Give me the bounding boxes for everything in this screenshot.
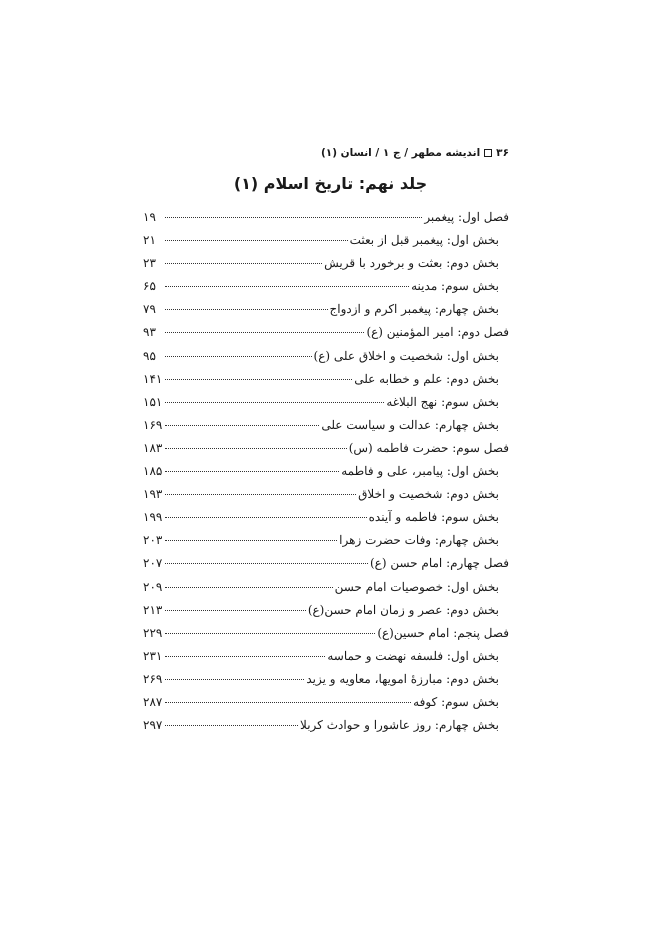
- header-running-title: اندیشه مطهر / ج ۱ / انسان (۱): [320, 147, 481, 159]
- toc-page-number: ۲۸۷: [143, 694, 163, 709]
- toc-section-row: [143, 391, 509, 414]
- toc-entry-title: بخش اول: خصوصیات امام حسن: [334, 579, 499, 594]
- toc-section-row: [143, 599, 509, 622]
- toc-entry-title: بخش سوم: کوفه: [413, 694, 499, 709]
- toc-entry-title: بخش چهارم: وفات حضرت زهرا: [339, 533, 499, 548]
- dot-leader: [165, 633, 375, 634]
- toc-page-number: ۲۶۹: [143, 671, 163, 686]
- toc-section-row: [143, 252, 509, 275]
- toc-section-row: [143, 275, 509, 298]
- header-page-number: ۳۶: [496, 147, 509, 159]
- dot-leader: [165, 679, 304, 680]
- toc-page-number: ۱۵۱: [143, 394, 163, 409]
- toc-section-row: [143, 345, 509, 368]
- toc-section-row: [143, 714, 509, 737]
- toc-page-number: ۲۲۹: [143, 625, 163, 640]
- toc-page-number: ۹۳: [143, 325, 156, 340]
- toc-chapter-row: [143, 437, 509, 460]
- dot-leader: [165, 563, 368, 564]
- dot-leader: [165, 610, 306, 611]
- dot-leader: [165, 356, 312, 357]
- toc-page-number: ۲۱۳: [143, 602, 163, 617]
- running-header: [321, 147, 509, 159]
- toc-entry-title: بخش سوم: فاطمه و آینده: [368, 510, 499, 525]
- toc-page-number: ۲۰۹: [143, 579, 163, 594]
- toc-section-row: [143, 414, 509, 437]
- toc-page-number: ۱۹: [143, 210, 156, 224]
- dot-leader: [165, 379, 352, 380]
- dot-leader: [165, 309, 328, 310]
- toc-chapter-row: [143, 552, 509, 575]
- dot-leader: [165, 263, 322, 264]
- volume-title: جلد نهم: تاریخ اسلام (۱): [233, 174, 428, 193]
- toc-entry-title: بخش چهارم: روز عاشورا و حوادث کربلا: [300, 718, 499, 733]
- toc-entry-title: بخش چهارم: عدالت و سیاست علی: [321, 417, 499, 432]
- toc-chapter-row: [143, 321, 509, 344]
- dot-leader: [165, 240, 348, 241]
- toc-page-number: ۶۵: [143, 279, 156, 294]
- toc-entry-title: بخش اول: پیغمبر قبل از بعثت: [349, 233, 499, 248]
- toc-section-row: [143, 668, 509, 691]
- toc-page-number: ۱۸۵: [143, 464, 163, 479]
- toc-section-row: [143, 529, 509, 552]
- toc-chapter-row: [143, 206, 509, 229]
- toc-page-number: ۲۹۷: [143, 718, 163, 733]
- toc-section-row: [143, 506, 509, 529]
- toc-entry-title: فصل اول: پیغمبر: [424, 210, 509, 224]
- toc-entry-title: بخش سوم: نهج البلاغه: [386, 394, 499, 409]
- toc-section-row: [143, 576, 509, 599]
- dot-leader: [165, 540, 337, 541]
- dot-leader: [165, 217, 422, 218]
- toc-entry-title: بخش سوم: مدینه: [411, 279, 499, 294]
- dot-leader: [165, 656, 325, 657]
- dot-leader: [165, 587, 333, 588]
- toc-entry-title: بخش اول: فلسفه نهضت و حماسه: [327, 648, 499, 663]
- toc-section-row: [143, 298, 509, 321]
- dot-leader: [165, 471, 339, 472]
- toc-chapter-row: [143, 622, 509, 645]
- dot-leader: [165, 286, 409, 287]
- square-bullet-icon: [484, 149, 492, 157]
- toc-section-row: [143, 691, 509, 714]
- toc-entry-title: بخش دوم: بعثت و برخورد با قریش: [324, 256, 499, 271]
- toc-page-number: ۲۳: [143, 256, 156, 271]
- toc-page-number: ۲۳۱: [143, 648, 163, 663]
- toc-page-number: ۱۹۳: [143, 487, 163, 502]
- toc-page-number: ۹۵: [143, 348, 156, 363]
- toc-section-row: [143, 645, 509, 668]
- toc-entry-title: بخش دوم: علم و خطابه علی: [354, 371, 499, 386]
- toc-entry-title: بخش اول: شخصیت و اخلاق علی (ع): [313, 348, 499, 363]
- toc-entry-title: بخش چهارم: پیغمبر اکرم و ازدواج: [329, 302, 499, 317]
- dot-leader: [165, 517, 367, 518]
- toc-entry-title: فصل چهارم: امام حسن (ع): [370, 556, 509, 571]
- toc-page-number: ۱۴۱: [143, 371, 163, 386]
- toc-entry-title: بخش دوم: مبارزهٔ امویها، معاویه و یزید: [306, 671, 499, 686]
- toc-entry-title: فصل پنجم: امام حسین(ع): [377, 625, 509, 640]
- toc-entry-title: بخش دوم: عصر و زمان امام حسن(ع): [307, 602, 499, 617]
- dot-leader: [165, 425, 319, 426]
- toc-section-row: [143, 460, 509, 483]
- dot-leader: [165, 448, 347, 449]
- dot-leader: [165, 725, 298, 726]
- toc-section-row: [143, 229, 509, 252]
- dot-leader: [165, 702, 411, 703]
- toc-section-row: [143, 368, 509, 391]
- toc-page-number: ۱۹۹: [143, 510, 163, 525]
- dot-leader: [165, 494, 356, 495]
- dot-leader: [165, 332, 364, 333]
- toc-page-number: ۲۱: [143, 233, 156, 248]
- toc-entry-title: بخش اول: پیامبر، علی و فاطمه: [341, 464, 499, 479]
- toc-entry-title: فصل دوم: امیر المؤمنین (ع): [366, 325, 509, 340]
- toc-entry-title: فصل سوم: حضرت فاطمه (س): [348, 440, 509, 455]
- toc-page-number: ۲۰۷: [143, 556, 163, 571]
- toc-page-number: ۱۸۳: [143, 440, 163, 455]
- dot-leader: [165, 402, 384, 403]
- toc-section-row: [143, 483, 509, 506]
- toc-page-number: ۷۹: [143, 302, 156, 317]
- toc-page-number: ۱۶۹: [143, 417, 163, 432]
- toc-page-number: ۲۰۳: [143, 533, 163, 548]
- toc-entry-title: بخش دوم: شخصیت و اخلاق: [358, 487, 499, 502]
- table-of-contents: [143, 206, 509, 737]
